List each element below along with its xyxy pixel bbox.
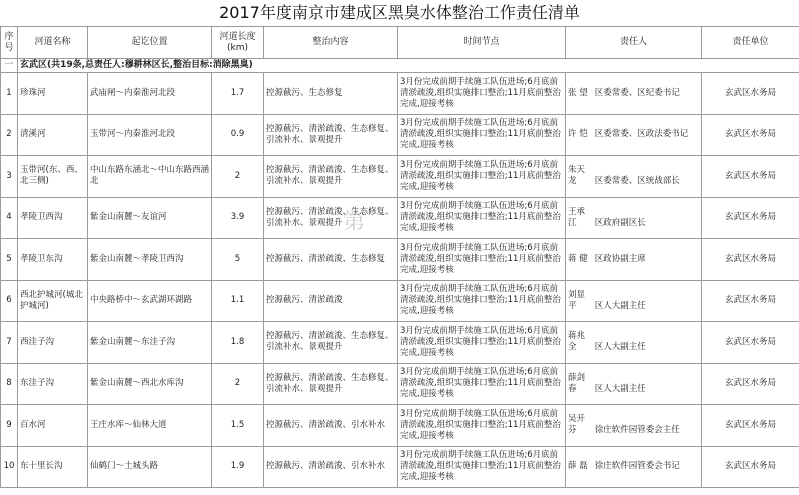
cell-person — [566, 114, 702, 156]
cell-unit: 玄武区水务局 — [702, 405, 799, 447]
cell-timeline: 3月份完成前期手续施工队伍进场;6月底前清淤疏浚,组织实施排口整治;11月底前整治完成,迎接考核 — [398, 405, 566, 447]
cell-content: 控源截污、清淤疏浚、生态修复、引流补水、景观提升 — [264, 156, 398, 198]
header-person: 责任人 — [566, 27, 702, 59]
cell-person — [566, 156, 702, 198]
cell-river: 东十里长沟 — [18, 446, 88, 488]
cell-range: 紫金山南麓～西北水库沟 — [88, 363, 212, 405]
cell-unit: 玄武区水务局 — [702, 239, 799, 281]
header-row — [1, 27, 799, 59]
cell-seq: 4 — [1, 197, 18, 239]
table-row — [1, 156, 799, 198]
cell-seq: 3 — [1, 156, 18, 198]
cell-range: 王庄水库～仙林大道 — [88, 405, 212, 447]
person-role: 区委常委、区纪委书记 — [594, 87, 680, 98]
cell-range: 中央路桥中～玄武湖环湖路 — [88, 280, 212, 322]
cell-content: 控源截污、清淤疏浚、引水补水 — [264, 405, 398, 447]
header-timeline: 时间节点 — [398, 27, 566, 59]
cell-unit: 玄武区水务局 — [702, 280, 799, 322]
person-role: 区人大副主任 — [594, 383, 646, 394]
person-role: 区人大副主任 — [594, 300, 646, 311]
cell-unit: 玄武区水务局 — [702, 363, 799, 405]
cell-person — [566, 280, 702, 322]
cell-person — [566, 197, 702, 239]
cell-range: 紫金山南麓～东洼子沟 — [88, 322, 212, 364]
cell-river: 清溪河 — [18, 114, 88, 156]
cell-length: 3.9 — [212, 197, 264, 239]
cell-unit: 玄武区水务局 — [702, 446, 799, 488]
person-role: 区人大副主任 — [594, 342, 646, 353]
responsibility-table — [0, 26, 799, 488]
cell-river: 东洼子沟 — [18, 363, 88, 405]
sheet-title: 2017年度南京市建成区黑臭水体整治工作责任清单 — [219, 3, 580, 22]
cell-content: 控源截污、清淤疏浚、生态修复、引流补水、景观提升 — [264, 114, 398, 156]
table-row — [1, 114, 799, 156]
cell-range: 武庙闸～内秦淮河北段 — [88, 73, 212, 115]
cell-length: 0.9 — [212, 114, 264, 156]
person-name: 许 恺 — [568, 129, 588, 140]
cell-river: 西洼子沟 — [18, 322, 88, 364]
cell-person — [566, 405, 702, 447]
person-name: 蒋 健 — [568, 253, 588, 264]
cell-unit: 玄武区水务局 — [702, 114, 799, 156]
person-role: 区政协副主席 — [594, 253, 646, 264]
person-name: 朱天龙 — [568, 165, 586, 187]
person-name: 王承江 — [568, 206, 586, 228]
cell-person — [566, 363, 702, 405]
person-role: 区政府副区长 — [594, 217, 646, 228]
cell-content: 控源截污、生态修复 — [264, 73, 398, 115]
person-name: 薛剑春 — [568, 372, 586, 394]
cell-range: 仙鹤门～土城头路 — [88, 446, 212, 488]
cell-timeline: 3月份完成前期手续施工队伍进场;6月底前清淤疏浚,组织实施排口整治;11月底前整治完成,迎接考核 — [398, 156, 566, 198]
table-row — [1, 322, 799, 364]
cell-person — [566, 73, 702, 115]
table-row — [1, 405, 799, 447]
table-row — [1, 239, 799, 281]
person-name: 蒋兆全 — [568, 331, 586, 353]
table-row — [1, 197, 799, 239]
table-row — [1, 280, 799, 322]
table-row — [1, 446, 799, 488]
header-range: 起讫位置 — [88, 27, 212, 59]
cell-timeline: 3月份完成前期手续施工队伍进场;6月底前清淤疏浚,组织实施排口整治;11月底前整治完成,迎接考核 — [398, 280, 566, 322]
cell-unit: 玄武区水务局 — [702, 197, 799, 239]
cell-seq: 10 — [1, 446, 18, 488]
cell-seq: 2 — [1, 114, 18, 156]
cell-length: 1.9 — [212, 446, 264, 488]
cell-length: 1.8 — [212, 322, 264, 364]
section-row — [1, 59, 799, 73]
cell-timeline: 3月份完成前期手续施工队伍进场;6月底前清淤疏浚,组织实施排口整治;11月底前整治完成,迎接考核 — [398, 73, 566, 115]
person-name: 张 望 — [568, 87, 588, 98]
person-name: 吴开芬 — [568, 414, 586, 436]
cell-range: 紫金山南麓～孝陵卫西沟 — [88, 239, 212, 281]
cell-person — [566, 446, 702, 488]
cell-range: 紫金山南麓～友谊河 — [88, 197, 212, 239]
person-name: 刘显平 — [568, 289, 586, 311]
cell-river: 玉带河(东、西、北三侧) — [18, 156, 88, 198]
section-title: 玄武区(共19条,总责任人:穆耕林区长,整治目标:消除黑臭) — [18, 59, 799, 73]
watermark-text: 第 — [343, 210, 366, 235]
section-label: 一 — [1, 59, 18, 73]
cell-length: 1.5 — [212, 405, 264, 447]
header-content: 整治内容 — [264, 27, 398, 59]
cell-seq: 6 — [1, 280, 18, 322]
cell-length: 1.7 — [212, 73, 264, 115]
cell-person — [566, 239, 702, 281]
cell-seq: 5 — [1, 239, 18, 281]
cell-river: 西北护城河(城北护城河) — [18, 280, 88, 322]
cell-river: 百水河 — [18, 405, 88, 447]
cell-content: 控源截污、清淤疏浚、生态修复、引流补水、景观提升 — [264, 322, 398, 364]
cell-length: 1.1 — [212, 280, 264, 322]
cell-range: 中山东路东涵北～中山东路西涵北 — [88, 156, 212, 198]
cell-river: 孝陵卫西沟 — [18, 197, 88, 239]
person-role: 徐庄软件园管委会书记 — [594, 461, 680, 472]
cell-timeline: 3月份完成前期手续施工队伍进场;6月底前清淤疏浚,组织实施排口整治;11月底前整治完成,迎接考核 — [398, 114, 566, 156]
cell-length: 2 — [212, 363, 264, 405]
cell-content: 控源截污、清淤疏浚 — [264, 280, 398, 322]
cell-length: 5 — [212, 239, 264, 281]
person-role: 徐庄软件园管委会主任 — [594, 425, 680, 436]
table-row — [1, 363, 799, 405]
cell-content: 控源截污、清淤疏浚、生态修复 — [264, 239, 398, 281]
cell-seq: 1 — [1, 73, 18, 115]
cell-unit: 玄武区水务局 — [702, 322, 799, 364]
cell-person — [566, 322, 702, 364]
cell-river: 珍珠河 — [18, 73, 88, 115]
person-role: 区委常委、区政法委书记 — [594, 129, 689, 140]
cell-timeline: 3月份完成前期手续施工队伍进场;6月底前清淤疏浚,组织实施排口整治;11月底前整治完成,迎接考核 — [398, 239, 566, 281]
cell-timeline: 3月份完成前期手续施工队伍进场;6月底前清淤疏浚,组织实施排口整治;11月底前整治完成,迎接考核 — [398, 322, 566, 364]
cell-seq: 9 — [1, 405, 18, 447]
cell-seq: 8 — [1, 363, 18, 405]
cell-content: 控源截污、清淤疏浚、引水补水 — [264, 446, 398, 488]
cell-river: 孝陵卫东沟 — [18, 239, 88, 281]
cell-content: 控源截污、清淤疏浚、生态修复、引流补水、景观提升 — [264, 197, 398, 239]
header-seq: 序号 — [1, 27, 18, 59]
cell-seq: 7 — [1, 322, 18, 364]
cell-length: 2 — [212, 156, 264, 198]
person-name: 薛 磊 — [568, 461, 588, 472]
person-role: 区委常委、区统战部长 — [594, 176, 680, 187]
cell-timeline: 3月份完成前期手续施工队伍进场;6月底前清淤疏浚,组织实施排口整治;11月底前整治完成,迎接考核 — [398, 446, 566, 488]
cell-content: 控源截污、清淤疏浚、生态修复、引流补水、景观提升 — [264, 363, 398, 405]
cell-unit: 玄武区水务局 — [702, 156, 799, 198]
cell-unit: 玄武区水务局 — [702, 73, 799, 115]
cell-timeline: 3月份完成前期手续施工队伍进场;6月底前清淤疏浚,组织实施排口整治;11月底前整治完成,迎接考核 — [398, 363, 566, 405]
cell-timeline: 3月份完成前期手续施工队伍进场;6月底前清淤疏浚,组织实施排口整治;11月底前整治完成,迎接考核 — [398, 197, 566, 239]
header-river: 河道名称 — [18, 27, 88, 59]
header-unit: 责任单位 — [702, 27, 799, 59]
cell-range: 玉带河～内秦淮河北段 — [88, 114, 212, 156]
header-length: 河道长度(km) — [212, 27, 264, 59]
table-row — [1, 73, 799, 115]
